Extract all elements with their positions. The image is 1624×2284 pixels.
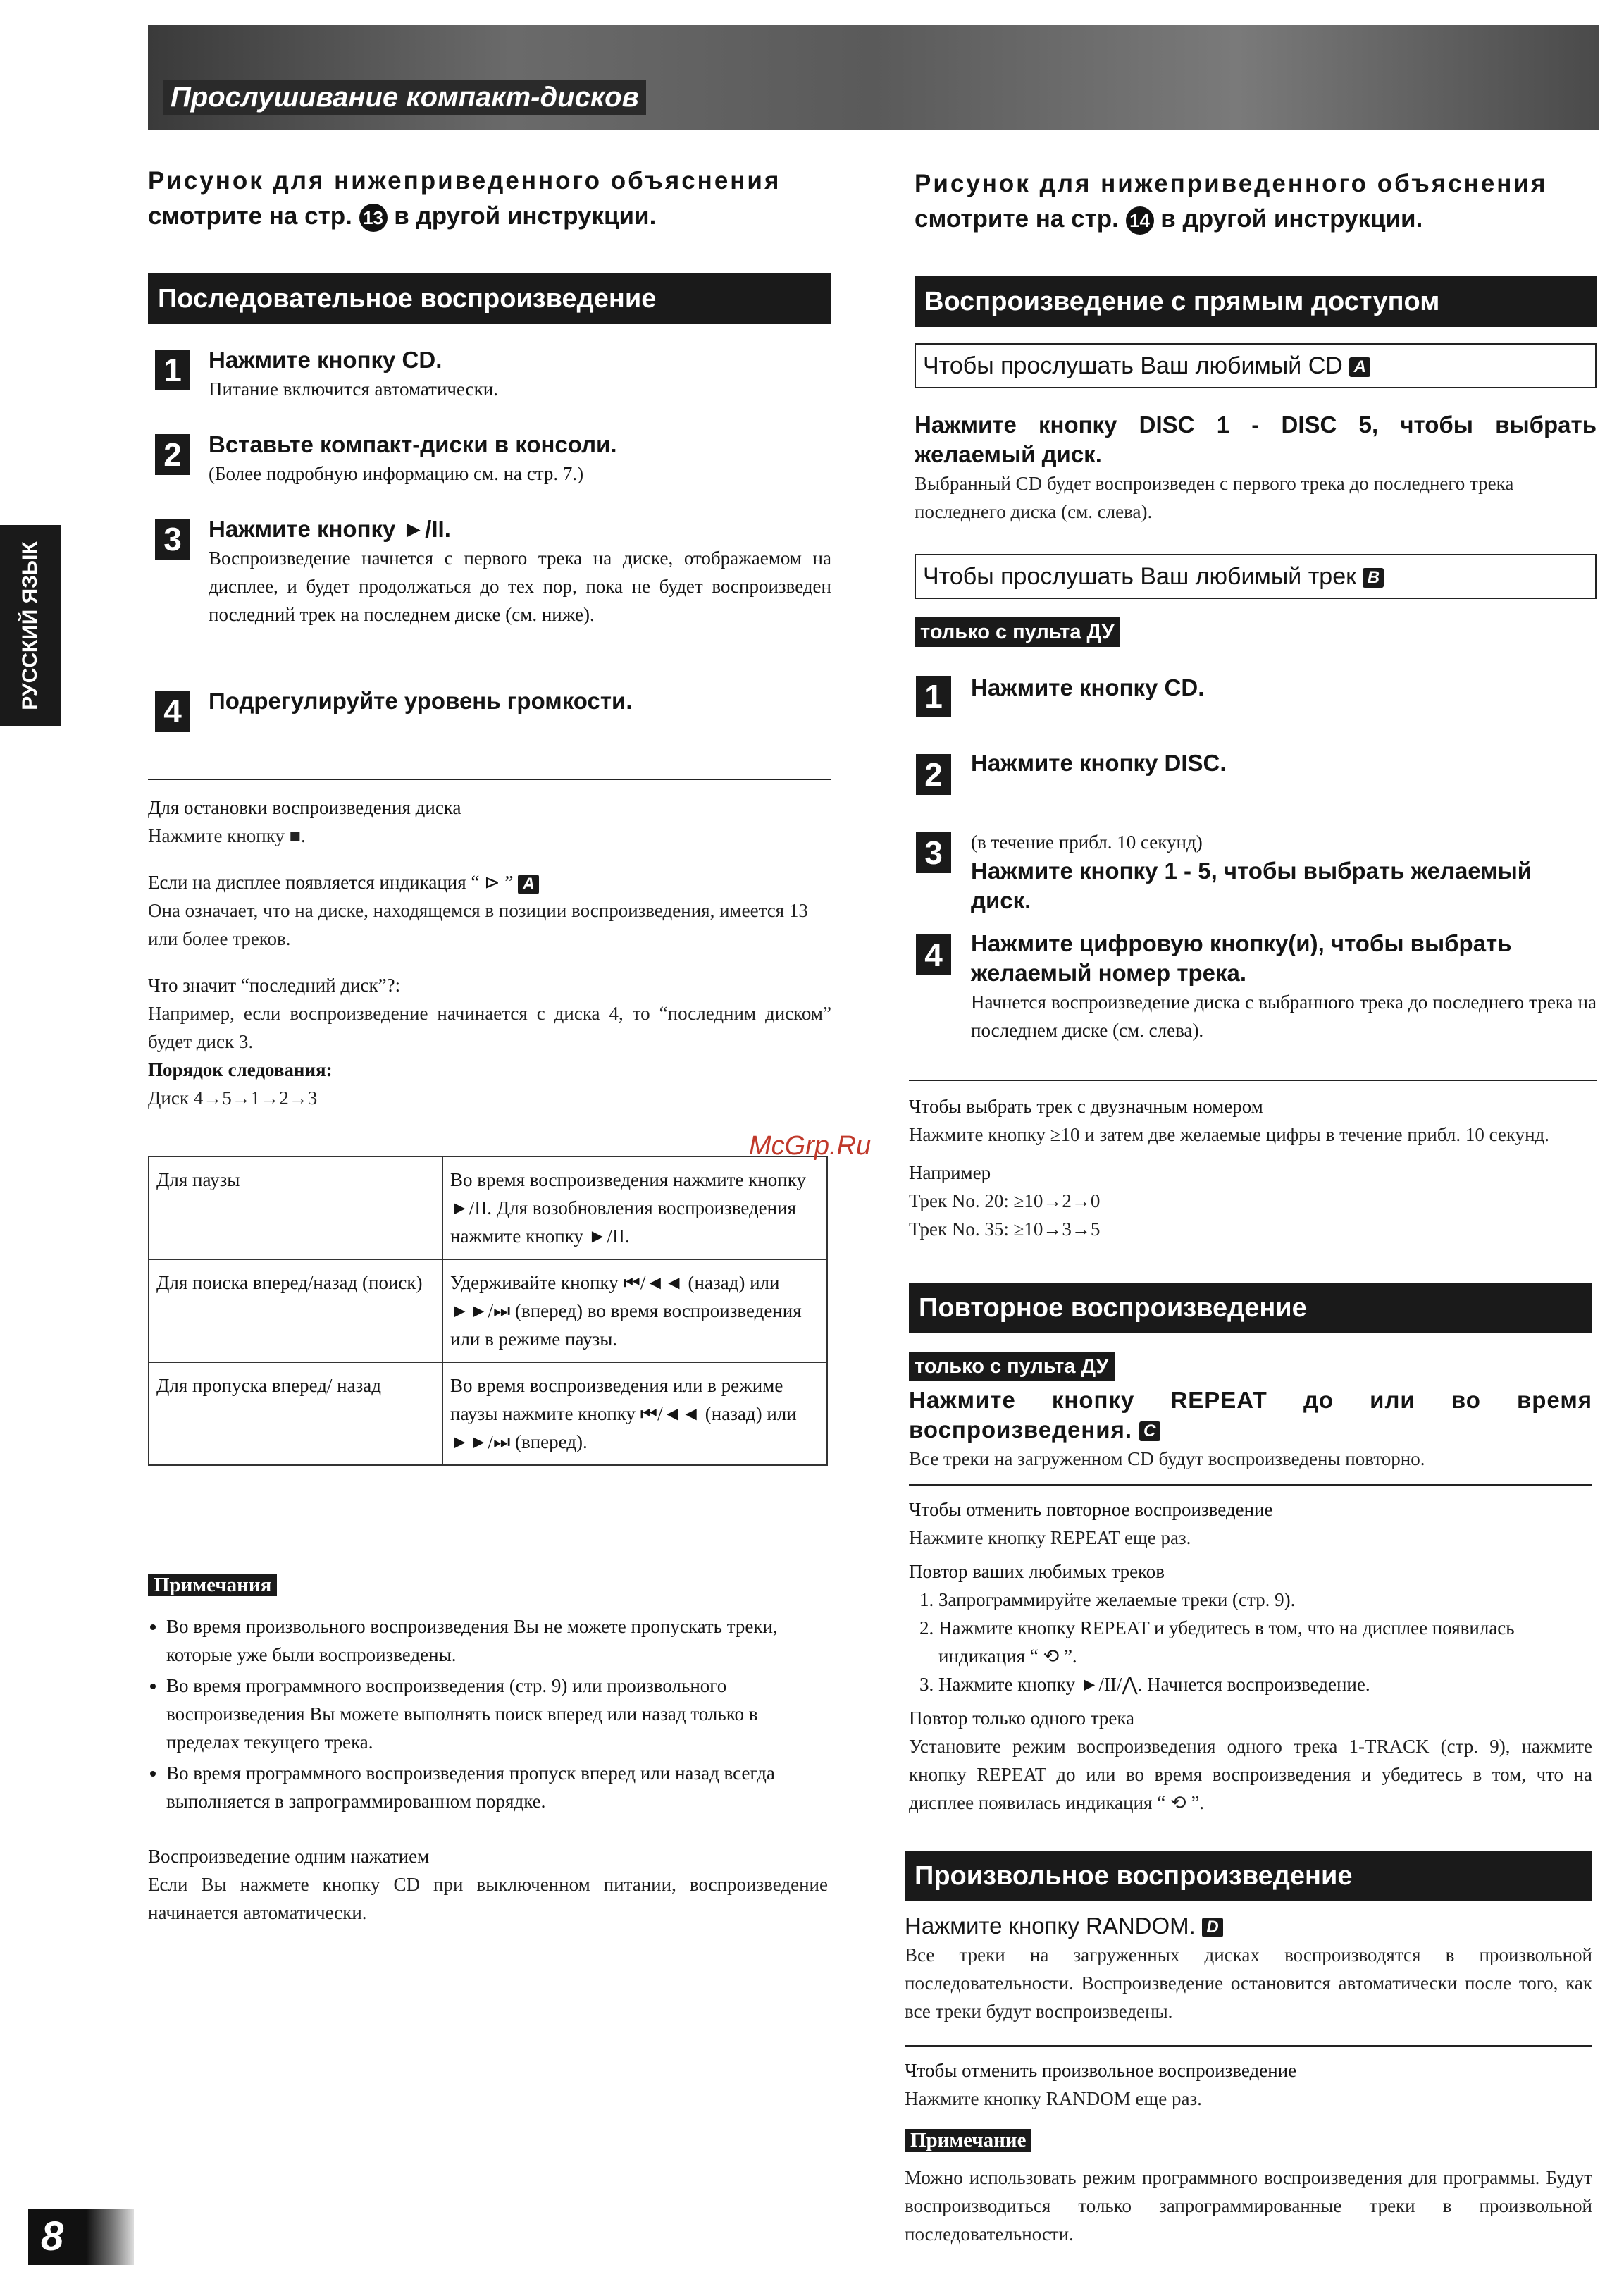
badge-d: D xyxy=(1202,1918,1223,1937)
list-item: 3. Нажмите кнопку ►/II/⋀. Начнется воспроизведение. xyxy=(938,1670,1592,1698)
step-title: Нажмите цифровую кнопку(и), чтобы выбрать желаемый номер трека. xyxy=(971,930,1512,986)
step-number: 2 xyxy=(916,754,951,795)
step-text: Начнется воспроизведение диска с выбранного трека до последнего трека на последнем диске (см. слева). xyxy=(971,992,1597,1041)
note-text: Можно использовать режим программного воспроизведения для программы. Будут воспроизводиться только запрограммированные треки в произвольной последовательности. xyxy=(905,2167,1592,2245)
section-repeat-title: Повторное воспроизведение xyxy=(909,1283,1592,1333)
remote-only-tag: только с пульта ДУ xyxy=(915,617,1120,647)
random-block xyxy=(905,1911,1592,2025)
table-row xyxy=(149,1156,827,1259)
right-step-1 xyxy=(916,673,1597,722)
one-track-text: Установите режим воспроизведения одного трека 1-TRACK (стр. 9), нажмите кнопку REPEAT до или во время воспроизведения и убедитесь в том, что на дисплее появилась индикация “ ⟲ ”. xyxy=(909,1736,1592,1813)
page-title: Прослушивание компакт-дисков xyxy=(163,80,646,115)
divider xyxy=(905,2045,1592,2047)
right-intro-line2: смотрите на стр. 14 в другой инструкции. xyxy=(915,202,1598,237)
random-info-block xyxy=(905,2056,1592,2248)
example-1: Трек No. 20: ≥10→2→0 xyxy=(909,1190,1101,1211)
order-text: Диск 4→5→1→2→3 xyxy=(148,1087,318,1109)
right-intro-line1: Рисунок для нижеприведенного объяснения xyxy=(915,170,1548,197)
left-intro-line1: Рисунок для нижеприведенного объяснения xyxy=(148,167,781,195)
left-intro xyxy=(148,163,838,234)
cancel-random-text: Нажмите кнопку RANDOM еще раз. xyxy=(905,2088,1202,2109)
indicator-label: Если на дисплее появляется индикация “ ⊳ ” A xyxy=(148,868,831,896)
repeat-info-block xyxy=(909,1495,1592,1817)
watermark: McGrp.Ru xyxy=(749,1131,872,1161)
fav-repeat-label: Повтор ваших любимых треков xyxy=(909,1561,1165,1582)
random-text: Все треки на загруженных дисках воспроизводятся в произвольной последовательности. Воспроизведение остановится автоматически после того, как все треки будут воспроизведены. xyxy=(905,1944,1592,2022)
section-sequential-title: Последовательное воспроизведение xyxy=(148,273,831,324)
operations-table xyxy=(148,1156,828,1466)
random-main: Нажмите кнопку RANDOM. D xyxy=(905,1911,1592,1941)
repeat-block xyxy=(909,1385,1592,1473)
example-2: Трек No. 35: ≥10→3→5 xyxy=(909,1218,1101,1240)
step-number: 4 xyxy=(155,691,190,732)
cancel-repeat-text: Нажмите кнопку REPEAT еще раз. xyxy=(909,1527,1191,1548)
step-title: Нажмите кнопку CD. xyxy=(209,347,442,373)
one-track-label: Повтор только одного трека xyxy=(909,1708,1135,1729)
example-label: Например xyxy=(909,1162,991,1183)
step-number: 2 xyxy=(155,434,190,475)
table-row xyxy=(149,1362,827,1465)
fav-repeat-list xyxy=(909,1586,1592,1698)
lastdisc-label: Что значит “последний диск”?: xyxy=(148,975,401,996)
stop-text: Нажмите кнопку ■. xyxy=(148,825,306,846)
step-number: 3 xyxy=(916,832,951,873)
step-title: Нажмите кнопку 1 - 5, чтобы выбрать желаемый диск. xyxy=(971,858,1532,913)
step-title: Вставьте компакт-диски в консоли. xyxy=(209,431,617,457)
page-number: 8 xyxy=(41,2214,64,2259)
left-step-1 xyxy=(155,345,831,400)
language-label: РУССКИЙ ЯЗЫК xyxy=(18,541,42,710)
notes-list xyxy=(148,1612,828,1815)
list-item: • Во время программного воспроизведения пропуск вперед или назад всегда выполняется в запрограммированном порядке. xyxy=(166,1759,828,1815)
step-title: Нажмите кнопку ►/II. xyxy=(209,516,451,542)
onetouch-text: Если Вы нажмете кнопку CD при выключенном питании, воспроизведение начинается автоматически. xyxy=(148,1874,828,1923)
table-cell-action: Для паузы xyxy=(149,1156,442,1259)
cancel-random-label: Чтобы отменить произвольное воспроизведение xyxy=(905,2060,1297,2081)
badge-a: A xyxy=(518,875,539,894)
order-label: Порядок следования: xyxy=(148,1059,333,1080)
language-side-tab xyxy=(0,525,61,726)
twodigit-text: Нажмите кнопку ≥10 и затем две желаемые цифры в течение прибл. 10 секунд. xyxy=(909,1124,1550,1145)
list-item: 2. Нажмите кнопку REPEAT и убедитесь в том, что на дисплее появилась индикация “ ⟲ ”. xyxy=(938,1614,1592,1670)
table-cell-desc: Во время воспроизведения или в режиме паузы нажмите кнопку ⏮/◄◄ (назад) или ►►/⏭ (вперед). xyxy=(442,1362,827,1465)
repeat-main: Нажмите кнопку REPEAT до или во время воспроизведения. C xyxy=(909,1387,1592,1443)
list-item: • Во время произвольного воспроизведения Вы не можете пропускать треки, которые уже были воспроизведены. xyxy=(166,1612,828,1669)
page-ref-circle: 13 xyxy=(359,204,388,232)
list-item: 1. Запрограммируйте желаемые треки (стр. 9). xyxy=(938,1586,1592,1614)
divider xyxy=(148,779,831,780)
section-direct-title: Воспроизведение с прямым доступом xyxy=(915,276,1597,327)
fav-cd-title: Нажмите кнопку DISC 1 - DISC 5, чтобы выбрать желаемый диск. xyxy=(915,412,1597,467)
onetouch-label: Воспроизведение одним нажатием xyxy=(148,1846,430,1867)
table-cell-action: Для пропуска вперед/ назад xyxy=(149,1362,442,1465)
left-intro-line2: смотрите на стр. 13 в другой инструкции. xyxy=(148,199,838,234)
right-step-2 xyxy=(916,748,1597,798)
step-text: Воспроизведение начнется с первого трека на диске, отображаемом на дисплее, и будет продолжаться до тех пор, пока не будет воспроизведен последний трек на последнем диске (см. ниже). xyxy=(209,548,831,625)
page-ref-circle: 14 xyxy=(1126,206,1154,235)
left-info-block xyxy=(148,794,831,1112)
note-title: Примечание xyxy=(905,2129,1031,2152)
fav-cd-box: Чтобы прослушать Ваш любимый CD A xyxy=(915,343,1597,388)
remote-only-tag: только с пульта ДУ xyxy=(909,1352,1115,1381)
step-number: 1 xyxy=(916,676,951,717)
table-cell-action: Для поиска вперед/назад (поиск) xyxy=(149,1259,442,1362)
notes-block xyxy=(148,1570,828,1927)
step-number: 3 xyxy=(155,519,190,560)
list-item: • Во время программного воспроизведения (стр. 9) или произвольного воспроизведения Вы можете выполнять поиск вперед или назад только в пределах текущего трека. xyxy=(166,1672,828,1756)
table-cell-desc: Удерживайте кнопку ⏮/◄◄ (назад) или ►►/⏭ (вперед) во время воспроизведения или в режиме паузы. xyxy=(442,1259,827,1362)
cancel-repeat-label: Чтобы отменить повторное воспроизведение xyxy=(909,1499,1273,1520)
lastdisc-text: Например, если воспроизведение начинается с диска 4, то “последним диском” будет диск 3. xyxy=(148,1003,831,1052)
twodigit-label: Чтобы выбрать трек с двузначным номером xyxy=(909,1096,1263,1117)
left-step-2 xyxy=(155,430,831,486)
right-intro xyxy=(915,166,1598,237)
divider xyxy=(909,1080,1597,1081)
badge-c: C xyxy=(1139,1421,1160,1441)
step-text: Питание включится автоматически. xyxy=(209,378,498,400)
badge-b: B xyxy=(1363,568,1384,588)
step-number: 4 xyxy=(916,934,951,975)
section-random-title: Произвольное воспроизведение xyxy=(905,1851,1592,1901)
step-title: Нажмите кнопку CD. xyxy=(971,674,1205,700)
step-pre: (в течение прибл. 10 секунд) xyxy=(971,832,1203,853)
notes-title: Примечания xyxy=(148,1574,277,1596)
divider xyxy=(909,1484,1592,1486)
twodigit-block xyxy=(909,1092,1597,1243)
step-title: Подрегулируйте уровень громкости. xyxy=(209,688,633,714)
page-number-box xyxy=(28,2209,134,2265)
stop-label: Для остановки воспроизведения диска xyxy=(148,797,461,818)
header-band xyxy=(148,25,1599,130)
fav-track-box: Чтобы прослушать Ваш любимый трек B xyxy=(915,554,1597,599)
repeat-text: Все треки на загруженном CD будут воспроизведены повторно. xyxy=(909,1448,1425,1469)
badge-a: A xyxy=(1349,357,1370,377)
indicator-text: Она означает, что на диске, находящемся в позиции воспроизведения, имеется 13 или более треков. xyxy=(148,900,808,949)
table-row xyxy=(149,1259,827,1362)
step-text: (Более подробную информацию см. на стр. 7.) xyxy=(209,463,584,484)
step-number: 1 xyxy=(155,350,190,390)
step-title: Нажмите кнопку DISC. xyxy=(971,750,1227,776)
fav-cd-text: Выбранный CD будет воспроизведен с первого трека до последнего трека последнего диска (см. слева). xyxy=(915,473,1514,522)
table-cell-desc: Во время воспроизведения нажмите кнопку ►/II. Для возобновления воспроизведения нажмите кнопку ►/II. xyxy=(442,1156,827,1259)
fav-cd-block xyxy=(915,410,1597,526)
